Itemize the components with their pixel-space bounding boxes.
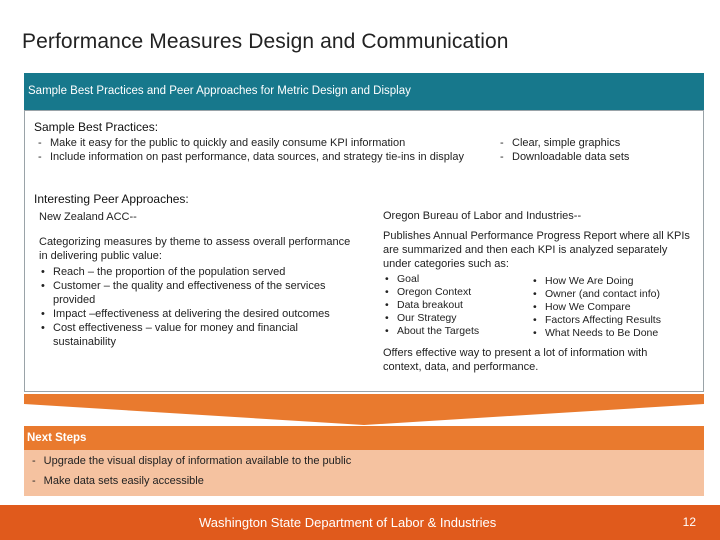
best-practices-right-list <box>496 136 696 164</box>
next-steps-body <box>24 450 704 496</box>
next-steps-heading: Next Steps <box>27 432 87 444</box>
best-practices-left-list <box>34 136 466 164</box>
next-step-item: - Make data sets easily accessible <box>32 475 204 487</box>
peer-right-list-2 <box>531 275 701 340</box>
list-item: • Goal <box>383 273 533 286</box>
footer-org: Washington State Department of Labor & Industries <box>199 515 497 530</box>
list-item: • Reach – the proportion of the population served <box>39 265 361 279</box>
section-header-bar <box>24 73 704 110</box>
list-item: • Our Strategy <box>383 312 533 325</box>
peer-right-intro: Publishes Annual Performance Progress Report where all KPIs are summarized and then each KPI is analyzed separately under categories such as: <box>383 230 690 270</box>
page-number: 12 <box>682 515 696 529</box>
list-item: - Make it easy for the public to quickly and easily consume KPI information <box>34 136 466 150</box>
list-item: • Data breakout <box>383 299 533 312</box>
list-item: • Owner (and contact info) <box>531 288 701 301</box>
peer-right-list-1 <box>383 273 533 338</box>
arrow-polygon <box>24 394 704 425</box>
peer-right-outro: Offers effective way to present a lot of information with context, data, and performance. <box>383 347 648 373</box>
list-item: • How We Are Doing <box>531 275 701 288</box>
next-steps-bar <box>24 426 704 450</box>
peer-left-intro: Categorizing measures by theme to assess overall performance in delivering public value: <box>39 236 351 262</box>
best-practices-heading: Sample Best Practices: <box>34 120 159 134</box>
list-item: • How We Compare <box>531 301 701 314</box>
list-item: - Include information on past performance, data sources, and strategy tie-ins in display <box>34 150 466 164</box>
list-item: • Factors Affecting Results <box>531 314 701 327</box>
list-item: • Oregon Context <box>383 286 533 299</box>
peer-approaches-heading: Interesting Peer Approaches: <box>34 192 189 206</box>
list-item: • About the Targets <box>383 325 533 338</box>
peer-left-list <box>39 265 361 349</box>
list-item: • Cost effectiveness – value for money and financial sustainability <box>39 321 361 349</box>
page-title: Performance Measures Design and Communication <box>22 30 509 53</box>
content-box <box>24 110 704 392</box>
next-step-item: - Upgrade the visual display of information available to the public <box>32 455 351 467</box>
section-header-text: Sample Best Practices and Peer Approaches for Metric Design and Display <box>28 85 411 97</box>
list-item: • What Needs to Be Done <box>531 327 701 340</box>
down-arrow-shape <box>24 394 704 426</box>
list-item: • Customer – the quality and effectiveness of the services provided <box>39 279 361 307</box>
list-item: - Downloadable data sets <box>496 150 696 164</box>
peer-right-name: Oregon Bureau of Labor and Industries-- <box>383 210 582 222</box>
peer-left-name: New Zealand ACC-- <box>39 211 137 223</box>
footer-bar <box>0 505 720 540</box>
list-item: - Clear, simple graphics <box>496 136 696 150</box>
list-item: • Impact –effectiveness at delivering the desired outcomes <box>39 307 361 321</box>
